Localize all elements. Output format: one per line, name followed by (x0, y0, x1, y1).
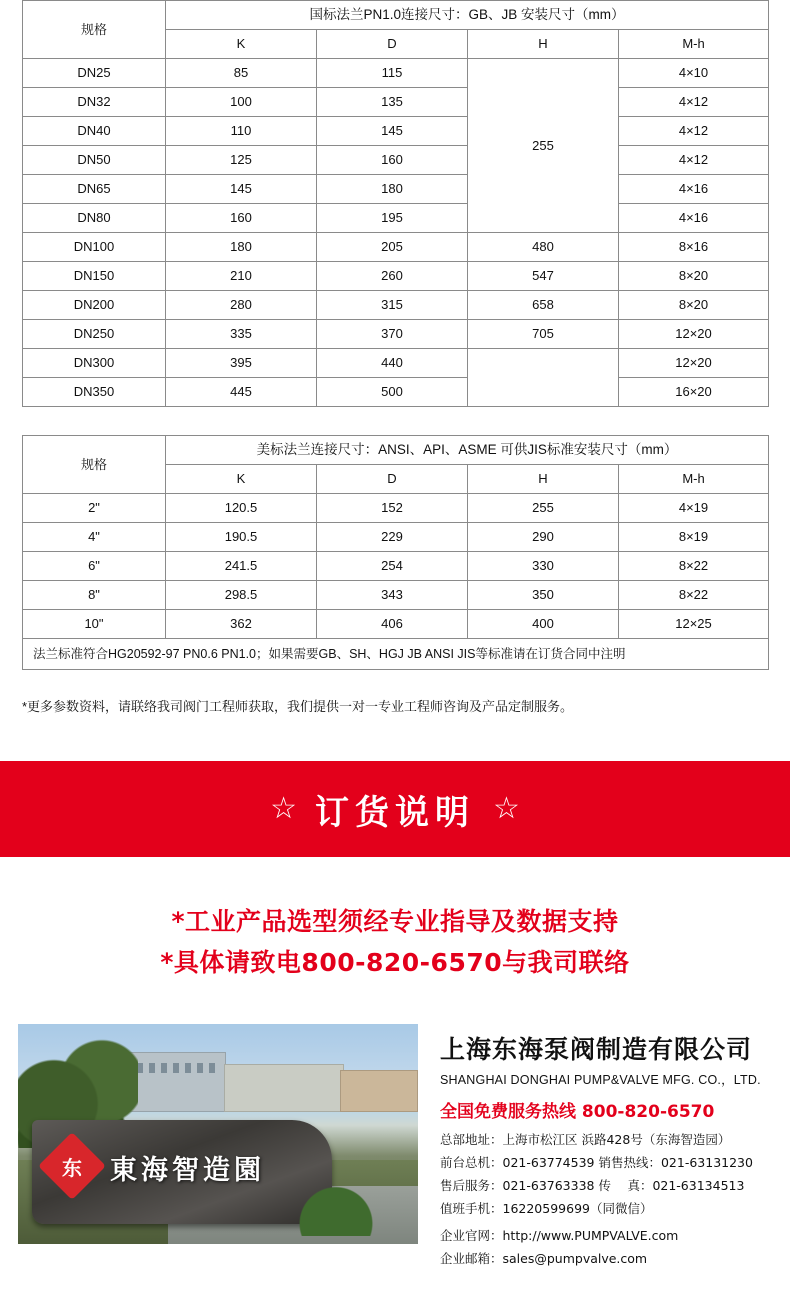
cell-spec: DN150 (23, 262, 166, 291)
extra-parameters-footnote: *更多参数资料，请联络我司阀门工程师获取，我们提供一对一专业工程师咨询及产品定制服务。 (0, 670, 790, 715)
cell-h: 658 (468, 291, 619, 320)
photo-plant (294, 1174, 378, 1236)
cell-spec: 6" (23, 552, 166, 581)
cell-k: 100 (166, 88, 317, 117)
table2-subheader-mh: M-h (619, 465, 769, 494)
cell-k: 298.5 (166, 581, 317, 610)
cell-d: 145 (317, 117, 468, 146)
cell-mh: 12×20 (619, 349, 769, 378)
logo-text: 东 (48, 1142, 96, 1190)
headline-1: *工业产品选型须经专业指导及数据支持 (0, 901, 790, 942)
cell-h: 350 (468, 581, 619, 610)
cell-h: 480 (468, 233, 619, 262)
table2-wrapper (0, 435, 790, 670)
table2-subheader-d: D (317, 465, 468, 494)
cell-d: 160 (317, 146, 468, 175)
banner-title: 订货说明 (315, 785, 475, 834)
cell-mh: 4×16 (619, 204, 769, 233)
cell-d: 205 (317, 233, 468, 262)
cell-mh: 8×20 (619, 291, 769, 320)
cell-spec: DN200 (23, 291, 166, 320)
table-row (23, 146, 769, 175)
cell-spec: 4" (23, 523, 166, 552)
company-email[interactable]: 企业邮箱：sales@pumpvalve.com (440, 1250, 761, 1268)
cell-mh: 12×20 (619, 320, 769, 349)
table1-subheader-k: K (166, 30, 317, 59)
ansi-flange-table (22, 435, 769, 670)
banner-inner (270, 785, 520, 834)
company-info (440, 1024, 761, 1269)
cell-spec: DN50 (23, 146, 166, 175)
cell-mh: 4×12 (619, 146, 769, 175)
table-row (23, 320, 769, 349)
cell-spec: DN250 (23, 320, 166, 349)
cell-d: 315 (317, 291, 468, 320)
cell-spec: 8" (23, 581, 166, 610)
table1-wrapper (0, 0, 790, 407)
table-row (23, 378, 769, 407)
cell-mh: 4×16 (619, 175, 769, 204)
cell-d: 115 (317, 59, 468, 88)
star-icon-right: ☆ (493, 794, 520, 824)
company-footer (0, 1014, 790, 1290)
banner-spacer (0, 715, 790, 761)
front-desk-phone: 前台总机：021-63774539 销售热线：021-63131230 (440, 1154, 761, 1172)
table-row (23, 494, 769, 523)
table2-subheader-k: K (166, 465, 317, 494)
company-name-cn: 上海东海泵阀制造有限公司 (440, 1030, 761, 1066)
cell-spec: DN350 (23, 378, 166, 407)
cell-spec: DN40 (23, 117, 166, 146)
cell-k: 145 (166, 175, 317, 204)
cell-k: 280 (166, 291, 317, 320)
cell-d: 180 (317, 175, 468, 204)
table2-note-row (23, 639, 769, 670)
cell-k: 210 (166, 262, 317, 291)
company-name-en: SHANGHAI DONGHAI PUMP&VALVE MFG. CO.，LTD. (440, 1070, 761, 1088)
table1-subheader-h: H (468, 30, 619, 59)
cell-k: 445 (166, 378, 317, 407)
table-row (23, 552, 769, 581)
table-row (23, 581, 769, 610)
table2-subheader-h: H (468, 465, 619, 494)
table-gap (0, 407, 790, 435)
cell-d: 260 (317, 262, 468, 291)
table1-spec-header: 规格 (23, 1, 166, 59)
photo-building-3 (340, 1070, 418, 1112)
cell-k: 395 (166, 349, 317, 378)
cell-spec: DN300 (23, 349, 166, 378)
cell-mh: 8×19 (619, 523, 769, 552)
table-row (23, 291, 769, 320)
donghai-diamond-logo-icon (38, 1132, 106, 1200)
cell-mh: 4×19 (619, 494, 769, 523)
order-headlines (0, 857, 790, 1014)
cell-k: 120.5 (166, 494, 317, 523)
cell-h: 255 (468, 494, 619, 523)
monument-text: 東海智造園 (110, 1148, 265, 1187)
table-row (23, 262, 769, 291)
photo-building-2 (224, 1064, 344, 1112)
table-row (23, 88, 769, 117)
cell-mh: 8×22 (619, 581, 769, 610)
cell-d: 440 (317, 349, 468, 378)
cell-d: 406 (317, 610, 468, 639)
table2-spec-header: 规格 (23, 436, 166, 494)
cell-mh: 4×10 (619, 59, 769, 88)
cell-d: 343 (317, 581, 468, 610)
cell-d: 152 (317, 494, 468, 523)
gb-flange-table (22, 0, 769, 407)
table-row (23, 610, 769, 639)
table-header-row (23, 1, 769, 30)
cell-k: 190.5 (166, 523, 317, 552)
cell-spec: 2" (23, 494, 166, 523)
table-row (23, 523, 769, 552)
cell-mh: 8×16 (619, 233, 769, 262)
cell-k: 85 (166, 59, 317, 88)
cell-mh: 16×20 (619, 378, 769, 407)
table1-subheader-mh: M-h (619, 30, 769, 59)
cell-k: 125 (166, 146, 317, 175)
star-icon-left: ☆ (270, 794, 297, 824)
cell-spec: 10" (23, 610, 166, 639)
cell-d: 254 (317, 552, 468, 581)
cell-d: 195 (317, 204, 468, 233)
table-row (23, 59, 769, 88)
cell-spec: DN25 (23, 59, 166, 88)
cell-d: 500 (317, 378, 468, 407)
cell-k: 335 (166, 320, 317, 349)
company-address: 总部地址：上海市松江区 浜路428号（东海智造园） (440, 1131, 761, 1149)
cell-k: 180 (166, 233, 317, 262)
service-hotline: 全国免费服务热线 800-820-6570 (440, 1097, 761, 1122)
cell-d: 135 (317, 88, 468, 117)
after-sales-phone: 售后服务：021-63763338 传 真：021-63134513 (440, 1177, 761, 1195)
cell-h: 330 (468, 552, 619, 581)
cell-spec: DN65 (23, 175, 166, 204)
cell-k: 362 (166, 610, 317, 639)
cell-spec: DN100 (23, 233, 166, 262)
headline-2: *具体请致电800-820-6570与我司联络 (0, 942, 790, 983)
table-row (23, 349, 769, 378)
cell-h: 705 (468, 320, 619, 349)
flange-standard-note: 法兰标准符合HG20592-97 PN0.6 PN1.0；如果需要GB、SH、HGJ JB ANSI JIS等标准请在订货合同中注明 (23, 639, 769, 670)
cell-mh: 8×22 (619, 552, 769, 581)
cell-d: 370 (317, 320, 468, 349)
cell-h: 290 (468, 523, 619, 552)
cell-k: 160 (166, 204, 317, 233)
table-row (23, 175, 769, 204)
cell-h-merged: 255 (468, 59, 619, 233)
table-row (23, 204, 769, 233)
order-instructions-banner (0, 761, 790, 857)
cell-spec: DN80 (23, 204, 166, 233)
cell-mh: 8×20 (619, 262, 769, 291)
table1-title: 国标法兰PN1.0连接尺寸：GB、JB 安装尺寸（mm） (166, 1, 769, 30)
table1-subheader-d: D (317, 30, 468, 59)
cell-k: 241.5 (166, 552, 317, 581)
cell-spec: DN32 (23, 88, 166, 117)
table-row (23, 233, 769, 262)
duty-mobile: 值班手机：16220599699（同微信） (440, 1200, 761, 1218)
cell-h-merged-blank (468, 349, 619, 407)
cell-k: 110 (166, 117, 317, 146)
cell-h: 547 (468, 262, 619, 291)
table-row (23, 117, 769, 146)
cell-mh: 4×12 (619, 117, 769, 146)
cell-mh: 4×12 (619, 88, 769, 117)
table-header-row (23, 436, 769, 465)
cell-mh: 12×25 (619, 610, 769, 639)
photo-building-1 (130, 1052, 226, 1112)
cell-h: 400 (468, 610, 619, 639)
cell-d: 229 (317, 523, 468, 552)
table2-title: 美标法兰连接尺寸：ANSI、API、ASME 可供JIS标准安装尺寸（mm） (166, 436, 769, 465)
company-website[interactable]: 企业官网：http://www.PUMPVALVE.com (440, 1227, 761, 1245)
factory-photo (18, 1024, 418, 1244)
